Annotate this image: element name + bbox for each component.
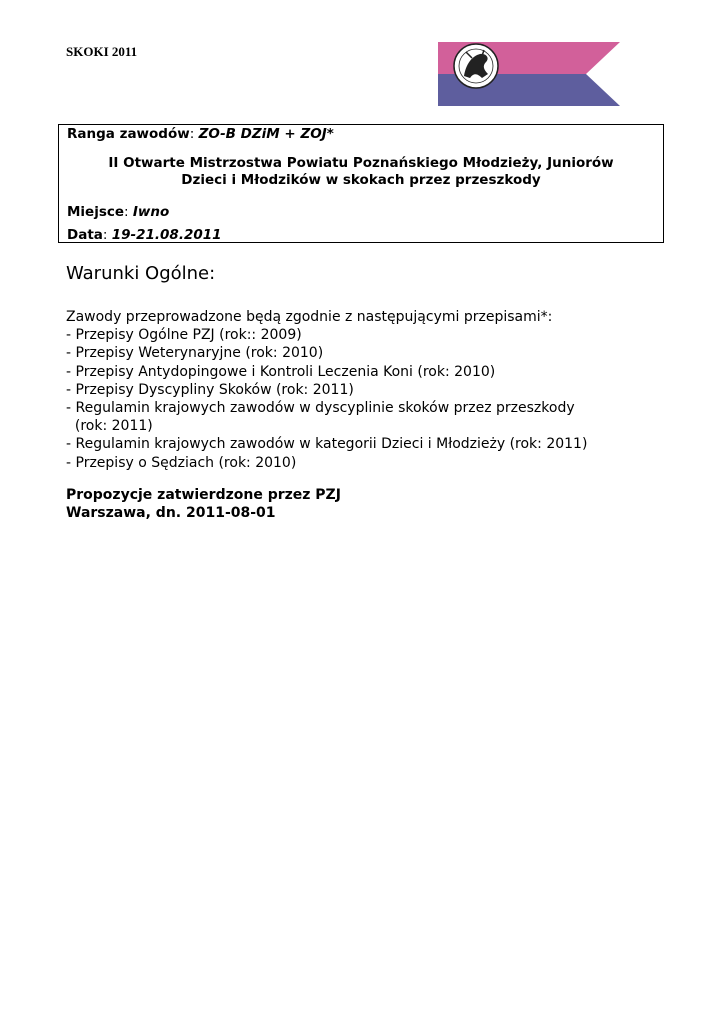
approval-date-line: Warszawa, dn. 2011-08-01	[66, 505, 276, 521]
place-row: Miejsce: Iwno	[67, 204, 170, 220]
rules-intro: Zawody przeprowadzone będą zgodnie z następującymi przepisami*:	[66, 309, 553, 325]
date-row: Data: 19-21.08.2011	[67, 227, 222, 243]
list-item: - Przepisy o Sędziach (rok: 2010)	[66, 454, 297, 471]
list-item: - Przepisy Dyscypliny Skoków (rok: 2011)	[66, 381, 354, 398]
general-conditions-title: Warunki Ogólne:	[66, 263, 216, 284]
list-item: - Przepisy Antydopingowe i Kontroli Leczenia Koni (rok: 2010)	[66, 363, 496, 380]
approval-line: Propozycje zatwierdzone przez PZJ	[66, 487, 341, 503]
competition-heading-line1: II Otwarte Mistrzostwa Powiatu Poznańskiego Młodzieży, Juniorów	[108, 155, 614, 171]
pennant-logo-icon	[436, 40, 620, 106]
rules-list	[66, 308, 587, 472]
list-item: (rok: 2011)	[66, 418, 153, 435]
rank-row: Ranga zawodów: ZO-B DZiM + ZOJ*	[67, 126, 334, 142]
date-value: 19-21.08.2011	[111, 227, 222, 243]
approval-block	[66, 486, 341, 522]
list-item: - Regulamin krajowych zawodów w kategorii Dzieci i Młodzieży (rok: 2011)	[66, 436, 588, 453]
list-item: - Przepisy Ogólne PZJ (rok:: 2009)	[66, 327, 302, 344]
competition-heading-line2: Dzieci i Młodzików w skokach przez przeszkody	[181, 172, 541, 188]
list-item: - Regulamin krajowych zawodów w dyscyplinie skoków przez przeszkody	[66, 400, 575, 417]
list-item: - Przepisy Weterynaryjne (rok: 2010)	[66, 345, 324, 362]
rank-value: ZO-B DZiM + ZOJ*	[198, 126, 334, 142]
place-value: Iwno	[132, 204, 170, 220]
place-label: Miejsce	[67, 204, 125, 220]
competition-heading	[59, 155, 663, 189]
document-header-title: SKOKI 2011	[66, 44, 138, 59]
date-label: Data	[67, 227, 103, 243]
competition-info-box	[58, 124, 664, 243]
rank-label: Ranga zawodów	[67, 126, 190, 142]
